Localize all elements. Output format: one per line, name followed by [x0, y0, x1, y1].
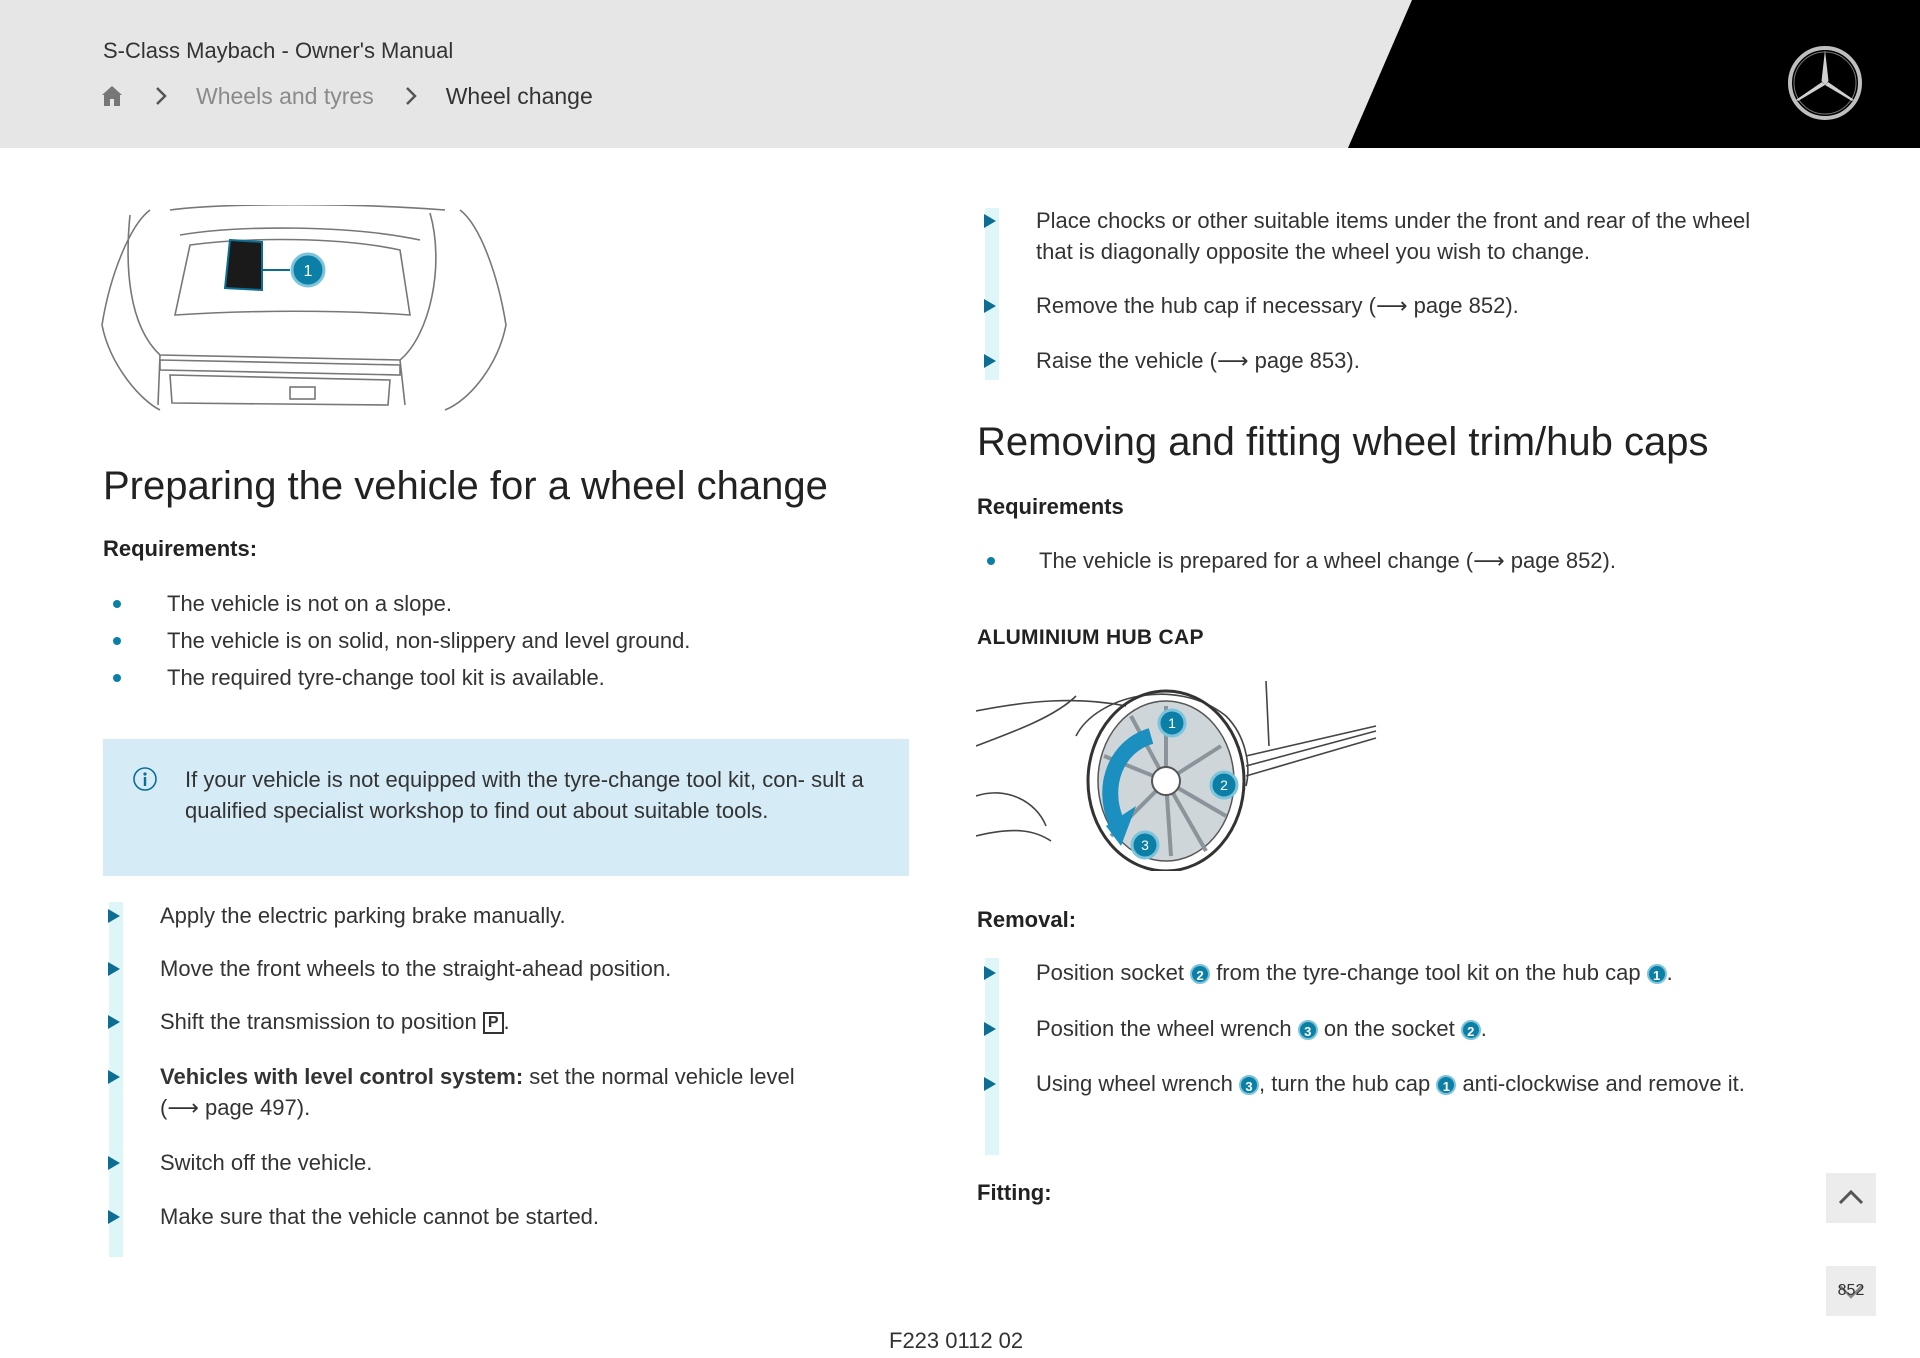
fitting-label: Fitting:: [977, 1180, 1052, 1205]
info-note: [103, 739, 909, 876]
scroll-up-button[interactable]: [1826, 1173, 1876, 1223]
svg-text:1: 1: [303, 263, 313, 280]
breadcrumb: [100, 80, 593, 112]
step-item: [982, 345, 1360, 376]
info-text: If your vehicle is not equipped with the tyre-change tool kit, con- sult a qualified specialist workshop to find out about suitable tools.: [185, 767, 864, 823]
callout-1-icon: 1: [1647, 964, 1667, 984]
step-arrow-icon: [984, 1022, 996, 1036]
step-arrow-icon: [108, 1156, 120, 1170]
bullet-icon: [113, 600, 121, 608]
step-item: Position the wheel wrench 3 on the socket 2 .: [982, 1013, 1487, 1044]
breadcrumb-wheel-change: Wheel change: [445, 82, 593, 109]
step-arrow-icon: [984, 1077, 996, 1091]
mercedes-star-logo: [1787, 45, 1863, 121]
bullet-icon: [113, 637, 121, 645]
step-item: [982, 290, 1519, 321]
step-item: Shift the transmission to position P .: [106, 1006, 510, 1037]
requirements-label: Requirements:: [103, 536, 258, 561]
step-arrow-icon: [984, 214, 996, 228]
chevron-right-icon: [404, 85, 418, 107]
chevron-right-icon: [154, 85, 168, 107]
callout-3-icon: 3: [1239, 1075, 1259, 1095]
svg-text:2: 2: [1220, 777, 1228, 793]
list-item: The vehicle is not on a slope.: [103, 588, 883, 619]
step-arrow-icon: [108, 962, 120, 976]
step-arrow-icon: [108, 1015, 120, 1029]
step-arrow-icon: [108, 1210, 120, 1224]
list-item: The required tyre-change tool kit is available.: [103, 662, 883, 693]
bullet-icon: [987, 557, 995, 565]
callout-2-icon: 2: [1190, 964, 1210, 984]
home-icon[interactable]: [100, 84, 124, 108]
hub-callout-2: [1211, 772, 1237, 798]
trunk-illustration: [100, 205, 510, 415]
header-black-panel: [0, 0, 1920, 148]
callout-3-icon: 3: [1298, 1020, 1318, 1040]
step-item: Using wheel wrench 3 , turn the hub cap 1 anti-clockwise and remove it.: [982, 1068, 1772, 1099]
requirements-label: Requirements: [977, 494, 1124, 519]
step-arrow-icon: [984, 299, 996, 313]
section-heading-preparing: Preparing the vehicle for a wheel change: [103, 464, 828, 508]
breadcrumb-wheels-and-tyres[interactable]: Wheels and tyres: [196, 82, 374, 109]
bullet-icon: [113, 674, 121, 682]
list-item: [977, 545, 1616, 576]
list-item: The vehicle is on solid, non-slippery and level ground.: [103, 625, 883, 656]
page-number: 852: [1837, 1282, 1865, 1299]
hub-callout-1: [1159, 710, 1185, 736]
info-icon: [132, 766, 158, 792]
svg-text:1: 1: [1168, 715, 1176, 731]
svg-text:3: 3: [1141, 837, 1149, 853]
document-title: S-Class Maybach - Owner's Manual: [103, 38, 454, 63]
hub-cap-illustration: [976, 676, 1381, 871]
section-heading-hub-caps: Removing and fitting wheel trim/hub caps: [977, 420, 1709, 464]
removal-label: Removal:: [977, 907, 1077, 932]
page-link[interactable]: Remove the hub cap if necessary (⟶ page 852).: [1036, 293, 1519, 318]
page-link[interactable]: The vehicle is prepared for a wheel change (⟶ page 852).: [1039, 548, 1616, 573]
transmission-p-symbol: P: [483, 1012, 504, 1034]
page-number-box[interactable]: [1826, 1266, 1876, 1316]
callout-2-icon: 2: [1461, 1020, 1481, 1040]
step-item: Position socket 2 from the tyre-change tool kit on the hub cap 1 .: [982, 957, 1673, 988]
figure-caption: ALUMINIUM HUB CAP: [977, 626, 1204, 649]
step-arrow-icon: [984, 354, 996, 368]
figure-code: F223 0112 02: [889, 1328, 1024, 1353]
page-link[interactable]: Raise the vehicle (⟶ page 853).: [1036, 348, 1360, 373]
requirements-list: [103, 588, 883, 693]
step-item: Move the front wheels to the straight-ahead position.: [106, 953, 671, 984]
chevron-up-icon: [1826, 1173, 1876, 1223]
step-arrow-icon: [108, 1070, 120, 1084]
step-item: Switch off the vehicle.: [106, 1147, 372, 1178]
step-item: Vehicles with level control system: set the normal vehicle level (⟶ page 497).: [106, 1061, 826, 1123]
step-item: Apply the electric parking brake manually.: [106, 900, 566, 931]
header-bar: [0, 0, 1920, 148]
callout-1-icon: 1: [1436, 1075, 1456, 1095]
step-item: Make sure that the vehicle cannot be started.: [106, 1201, 599, 1232]
step-item: Place chocks or other suitable items under the front and rear of the wheel that is diagonally opposite the wheel you wish to change.: [982, 205, 1772, 267]
hub-callout-3: [1132, 832, 1158, 858]
step-arrow-icon: [984, 966, 996, 980]
step-arrow-icon: [108, 909, 120, 923]
